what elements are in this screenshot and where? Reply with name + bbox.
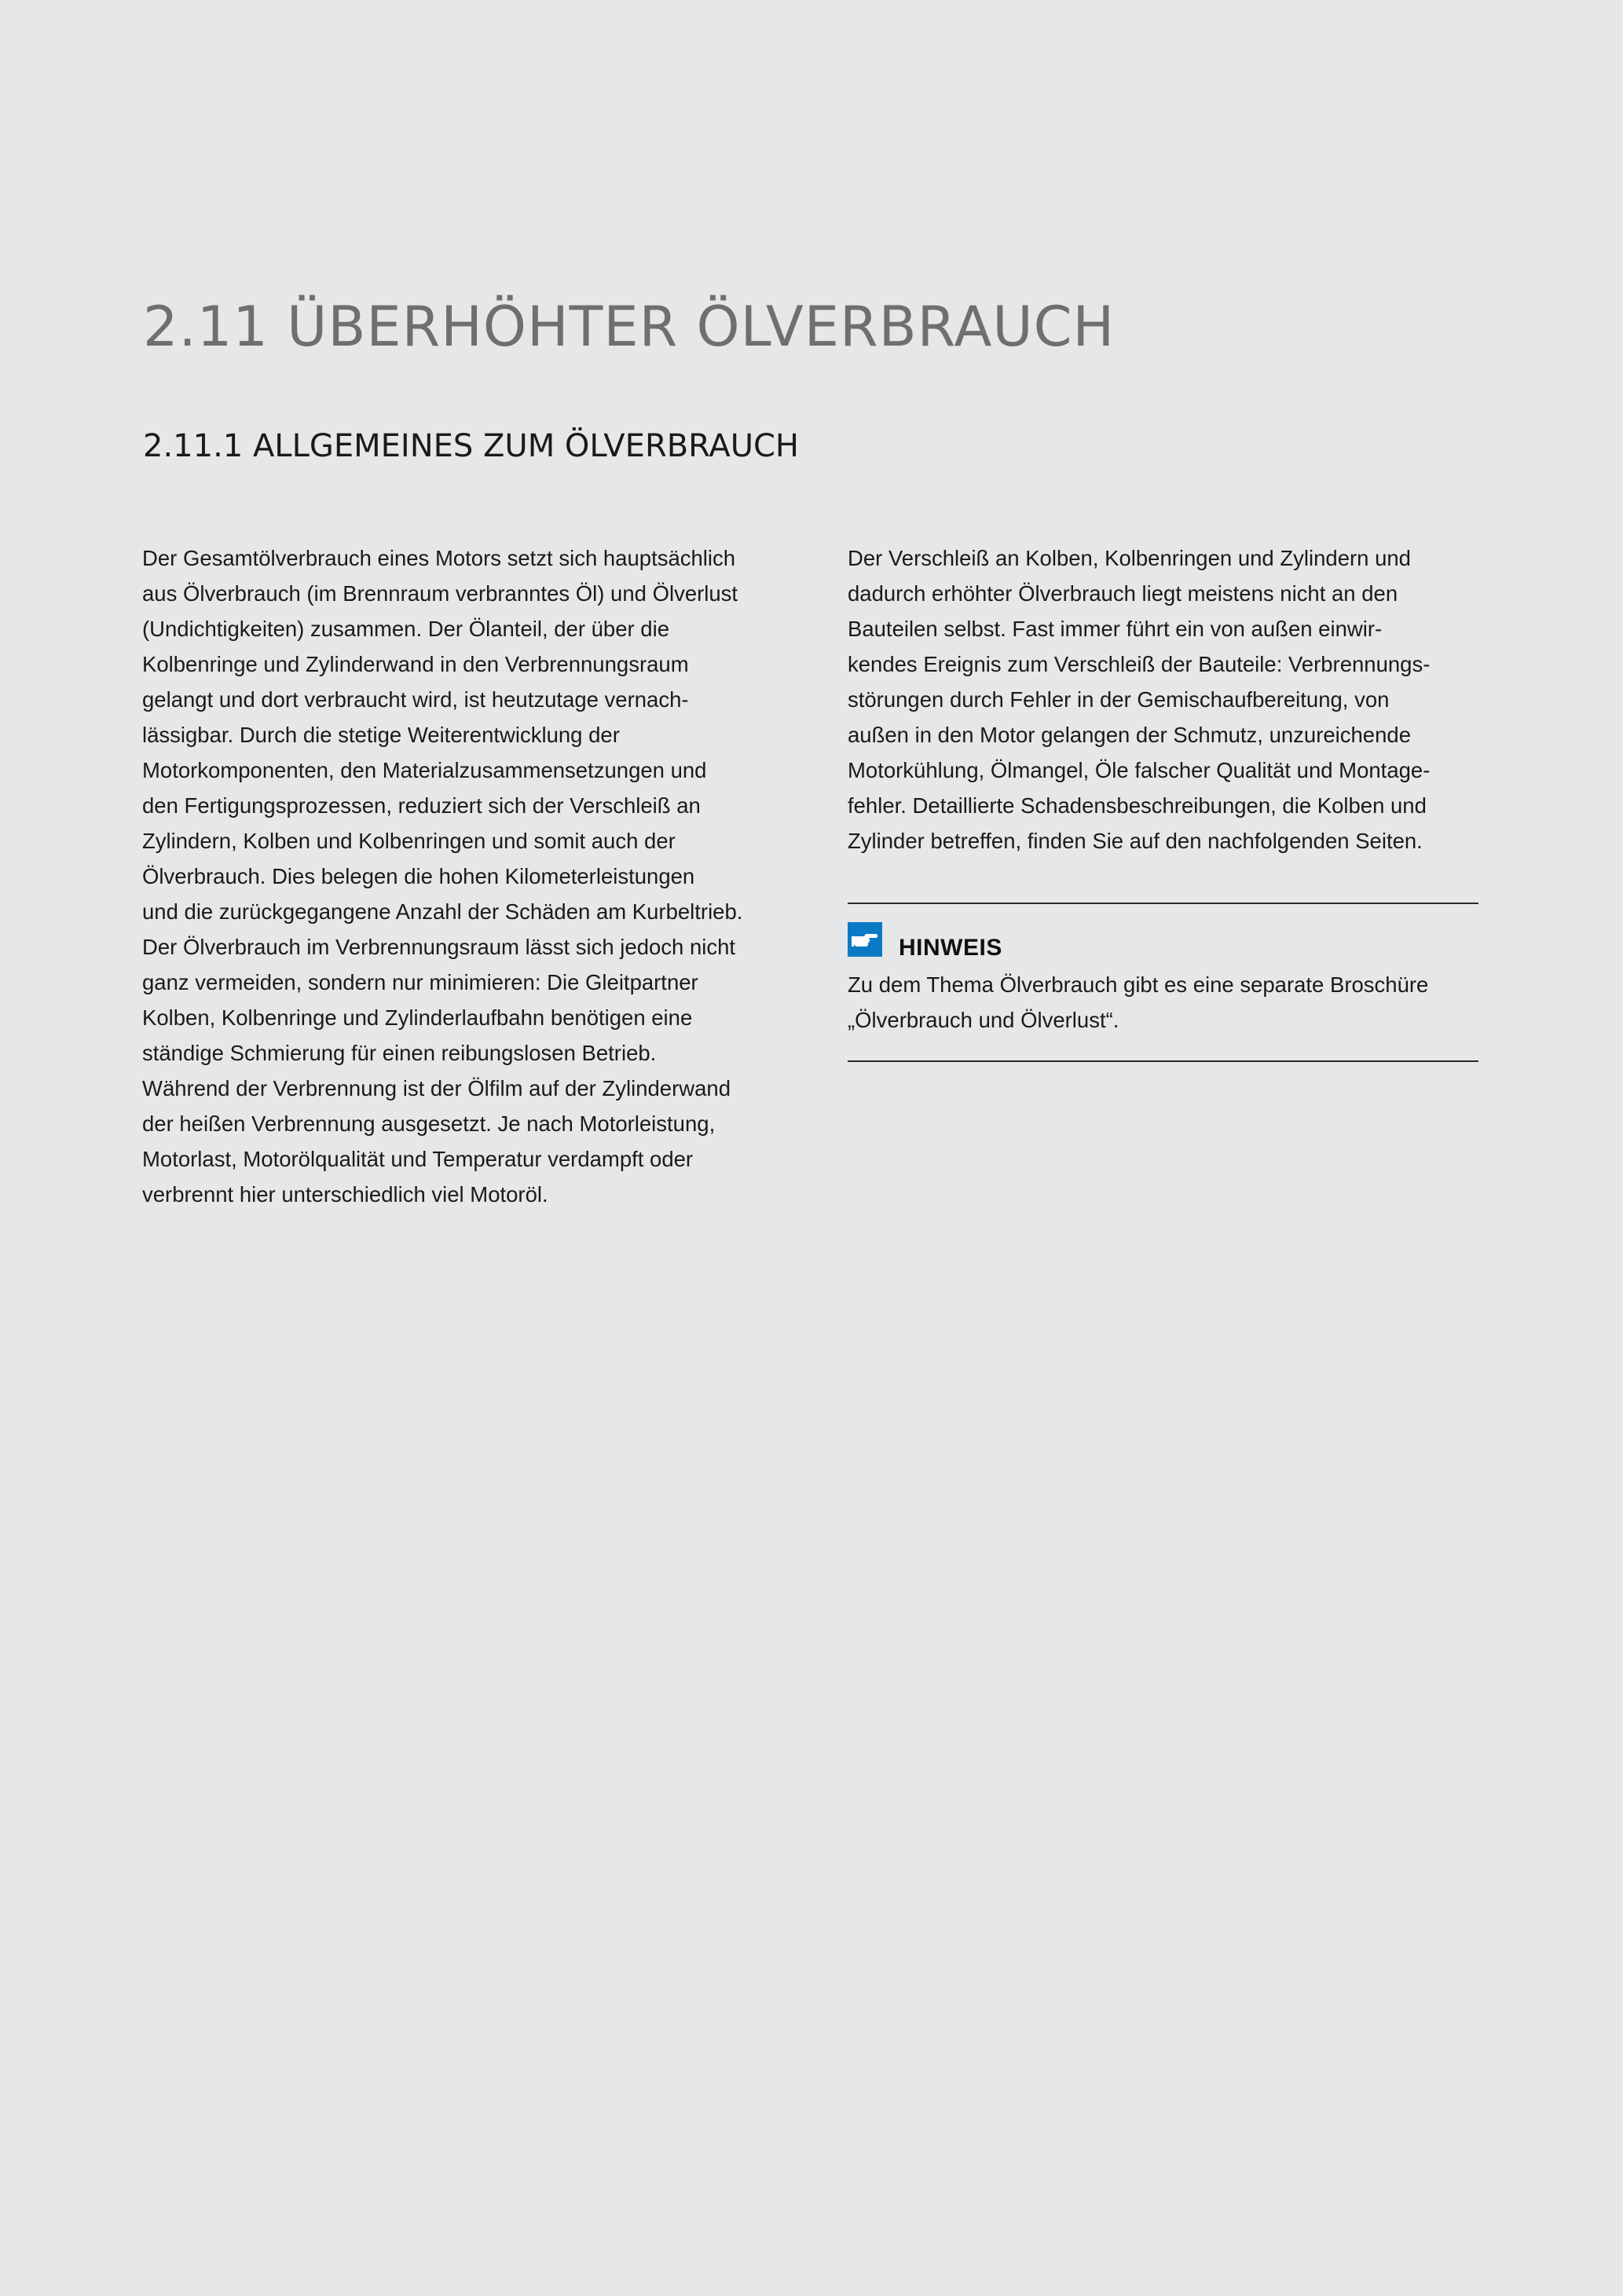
paragraph-line: kendes Ereignis zum Verschleiß der Bauteile: Verbrennungs-: [848, 652, 1431, 676]
paragraph-line: fehler. Detaillierte Schadensbeschreibungen, die Kolben und: [848, 793, 1427, 818]
paragraph-line: Zylindern, Kolben und Kolbenringen und somit auch der: [142, 829, 676, 853]
hint-text: [848, 967, 1428, 1038]
right-column-paragraph: [848, 540, 1478, 859]
paragraph-line: aus Ölverbrauch (im Brennraum verbranntes Öl) und Ölverlust: [142, 581, 738, 606]
paragraph-line: und die zurückgegangene Anzahl der Schäden am Kurbeltrieb.: [142, 899, 743, 924]
hint-line: „Ölverbrauch und Ölverlust“.: [848, 1008, 1119, 1032]
left-column-paragraph: [142, 540, 779, 1212]
paragraph-line: Ölverbrauch. Dies belegen die hohen Kilometerleistungen: [142, 864, 695, 888]
paragraph-line: (Undichtigkeiten) zusammen. Der Ölanteil, der über die: [142, 617, 669, 641]
subsection-title: 2.11.1 ALLGEMEINES ZUM ÖLVERBRAUCH: [143, 428, 799, 464]
paragraph-line: störungen durch Fehler in der Gemischaufbereitung, von: [848, 687, 1390, 712]
hint-box: [848, 903, 1478, 1062]
paragraph-line: verbrennt hier unterschiedlich viel Motoröl.: [142, 1182, 548, 1207]
paragraph-line: Während der Verbrennung ist der Ölfilm auf der Zylinderwand: [142, 1076, 731, 1100]
paragraph-line: Motorkomponenten, den Materialzusammensetzungen und: [142, 758, 707, 782]
paragraph-line: Zylinder betreffen, finden Sie auf den nachfolgenden Seiten.: [848, 829, 1423, 853]
paragraph-line: Der Ölverbrauch im Verbrennungsraum lässt sich jedoch nicht: [142, 935, 736, 959]
paragraph-line: dadurch erhöhter Ölverbrauch liegt meistens nicht an den: [848, 581, 1398, 606]
paragraph-line: ganz vermeiden, sondern nur minimieren: Die Gleitpartner: [142, 970, 698, 994]
paragraph-line: den Fertigungsprozessen, reduziert sich der Verschleiß an: [142, 793, 701, 818]
paragraph-line: Bauteilen selbst. Fast immer führt ein von außen einwir-: [848, 617, 1383, 641]
section-title: 2.11 ÜBERHÖHTER ÖLVERBRAUCH: [143, 295, 1116, 359]
pointing-hand-icon: [848, 922, 882, 957]
paragraph-line: Kolbenringe und Zylinderwand in den Verbrennungsraum: [142, 652, 689, 676]
hint-line: Zu dem Thema Ölverbrauch gibt es eine separate Broschüre: [848, 972, 1429, 997]
paragraph-line: außen in den Motor gelangen der Schmutz, unzureichende: [848, 723, 1411, 747]
paragraph-line: ständige Schmierung für einen reibungslosen Betrieb.: [142, 1041, 657, 1065]
paragraph-line: Motorkühlung, Ölmangel, Öle falscher Qualität und Montage-: [848, 758, 1431, 782]
paragraph-line: Kolben, Kolbenringe und Zylinderlaufbahn benötigen eine: [142, 1005, 693, 1030]
paragraph-line: Der Verschleiß an Kolben, Kolbenringen und Zylindern und: [848, 546, 1411, 570]
paragraph-line: Der Gesamtölverbrauch eines Motors setzt sich hauptsächlich: [142, 546, 736, 570]
paragraph-line: der heißen Verbrennung ausgesetzt. Je nach Motorleistung,: [142, 1111, 716, 1136]
hint-heading: HINWEIS: [899, 935, 1002, 961]
paragraph-line: Motorlast, Motorölqualität und Temperatur verdampft oder: [142, 1147, 694, 1171]
paragraph-line: lässigbar. Durch die stetige Weiterentwicklung der: [142, 723, 620, 747]
paragraph-line: gelangt und dort verbraucht wird, ist heutzutage vernach-: [142, 687, 689, 712]
